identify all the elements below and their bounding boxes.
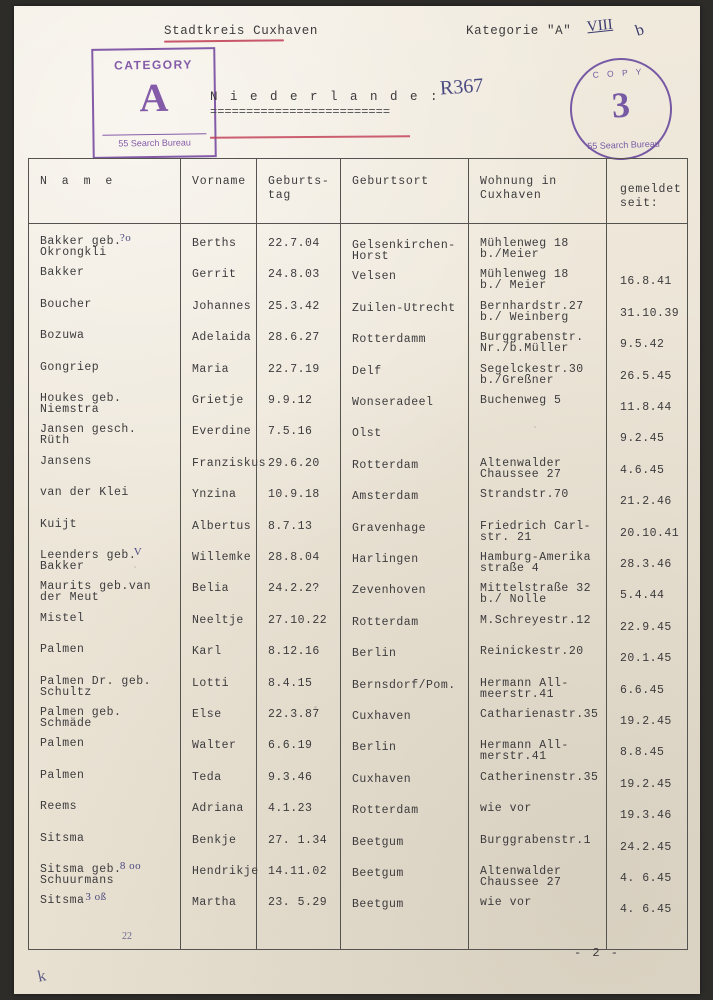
cell-birthdate: 8.7.13 <box>268 519 313 533</box>
cell-name: Jansens <box>40 454 92 468</box>
cell-birthplace-second: Horst <box>352 250 390 263</box>
cell-birthplace: Rotterdam <box>352 458 419 472</box>
cell-name: Reems <box>40 800 78 814</box>
column-header-residence-l1: Wohnung in <box>480 175 558 188</box>
cell-residence-second: str. 21 <box>480 530 532 544</box>
cell-residence: Reinickestr.20 <box>480 645 584 659</box>
cell-birthdate: 24.8.03 <box>268 268 320 282</box>
cell-birthdate: 22.3.87 <box>268 708 320 721</box>
cell-birthplace: Gravenhage <box>352 521 427 535</box>
cell-name-second: Schultz <box>40 685 92 699</box>
cell-registered-date: 19.3.46 <box>620 809 672 823</box>
cell-birthdate: 28.8.04 <box>268 551 320 564</box>
cell-birthplace: Gelsenkirchen- <box>352 239 456 252</box>
cell-birthplace: Harlingen <box>352 553 419 566</box>
cell-birthdate: 23. 5.29 <box>268 896 328 910</box>
cell-name: Palmen geb. <box>40 706 122 719</box>
cell-registered-date: 8.8.45 <box>620 746 665 760</box>
cell-name: Sitsma <box>40 831 85 845</box>
column-header-birthdate <box>268 175 330 203</box>
cell-first-name: Gerrit <box>192 268 237 282</box>
cell-birthdate: 29.6.20 <box>268 456 320 470</box>
cell-first-name: Benkje <box>192 833 237 847</box>
cell-birthdate: 27. 1.34 <box>268 833 328 847</box>
cell-birthplace: Beetgum <box>352 867 404 880</box>
cell-first-name: Hendrikje <box>192 865 259 878</box>
handwritten-reference: R367 <box>439 74 485 100</box>
cell-residence: wie vor <box>480 896 532 910</box>
cell-name-second: der Meut <box>40 591 100 605</box>
cell-registered-date: 11.8.44 <box>620 401 672 414</box>
page-number: - 2 - <box>574 946 621 960</box>
table-rule-2 <box>256 159 257 949</box>
cell-first-name: Walter <box>192 739 237 753</box>
cell-birthplace: Amsterdam <box>352 490 419 504</box>
country-underline <box>210 135 410 138</box>
cell-first-name: Ynzina <box>192 488 237 502</box>
cell-first-name: Maria <box>192 362 230 376</box>
cell-registered-date: 19.2.45 <box>620 777 672 791</box>
cell-residence: Segelckestr.30 <box>480 362 584 376</box>
cell-residence: Hermann All- <box>480 676 569 690</box>
cell-birthdate: 7.5.16 <box>268 425 313 439</box>
cell-name: Mistel <box>40 611 85 625</box>
cell-birthdate: 24.2.2? <box>268 582 320 596</box>
table-header-rule <box>28 223 688 224</box>
cell-registered-date: 26.5.45 <box>620 369 672 383</box>
category-stamp <box>91 47 217 159</box>
cell-birthplace: Beetgum <box>352 835 404 849</box>
cell-first-name: Karl <box>192 645 222 659</box>
paper-speck <box>314 706 317 709</box>
cell-residence-second: meerstr.41 <box>480 687 555 701</box>
cell-name: Leenders geb. <box>40 549 137 562</box>
cell-name: Bozuwa <box>40 329 85 343</box>
copy-stamp-bureau: 55 Search Bureau <box>587 138 660 152</box>
cell-first-name: Belia <box>192 582 230 596</box>
cell-name: Palmen <box>40 643 85 657</box>
cell-residence: Strandstr.70 <box>480 488 569 502</box>
cell-residence: Bernhardstr.27 <box>480 299 584 313</box>
cell-first-name: Teda <box>192 770 222 784</box>
cell-registered-date: 5.4.44 <box>620 589 665 603</box>
cell-residence: Buchenweg 5 <box>480 394 562 407</box>
cell-name: Sitsma geb. <box>40 863 122 876</box>
column-header-residence <box>480 175 557 203</box>
cell-name-second: Rüth <box>40 434 70 448</box>
column-header-registered-l2: seit: <box>620 197 659 210</box>
category-heading: Kategorie "A" <box>466 24 572 38</box>
cell-birthdate: 14.11.02 <box>268 865 328 878</box>
cell-birthplace: Rotterdamm <box>352 333 427 347</box>
roman-numeral-suffix-mark: b <box>633 21 647 40</box>
cell-name: Houkes geb. <box>40 392 122 405</box>
cell-registered-date: 21.2.46 <box>620 495 672 509</box>
cell-registered-date: 20.10.41 <box>620 526 680 540</box>
cell-registered-date: 6.6.45 <box>620 683 665 697</box>
cell-birthplace: Velsen <box>352 270 397 284</box>
cell-name: Palmen <box>40 737 85 751</box>
cell-birthdate: 10.9.18 <box>268 488 320 502</box>
cell-residence: Hamburg-Amerika <box>480 551 592 564</box>
cell-residence: Catharienastr.35 <box>480 708 599 721</box>
cell-birthplace: Wonseradeel <box>352 396 434 409</box>
cell-name-second: Schmäde <box>40 717 92 730</box>
cell-name: Kuijt <box>40 517 78 531</box>
cell-first-name: Grietje <box>192 394 244 407</box>
cell-residence-second: Nr./b.Müller <box>480 342 569 356</box>
cell-birthplace: Berlin <box>352 647 397 661</box>
city-heading: Stadtkreis Cuxhaven <box>164 24 318 38</box>
cell-name: Jansen gesch. <box>40 423 137 437</box>
cell-birthdate: 22.7.04 <box>268 237 320 250</box>
city-underline <box>164 39 284 42</box>
cell-birthdate: 27.10.22 <box>268 613 328 627</box>
cell-name: Palmen Dr. geb. <box>40 674 152 688</box>
country-heading-rule: ========================= <box>210 105 391 119</box>
cell-first-name: Adelaida <box>192 331 252 345</box>
cell-first-name: Franziskus <box>192 456 267 470</box>
column-header-registered-l1: gemeldet <box>620 183 682 196</box>
cell-birthdate: 22.7.19 <box>268 362 320 376</box>
cell-residence: Burggrabenstr.1 <box>480 833 592 847</box>
cell-registered-date: 22.9.45 <box>620 620 672 634</box>
cell-residence-second: straße 4 <box>480 562 540 575</box>
column-header-registered <box>620 183 682 211</box>
copy-stamp-number: 3 <box>610 84 632 126</box>
roman-numeral-mark: VIII <box>586 16 614 36</box>
cell-name-second: Niemstra <box>40 403 100 416</box>
cell-name: Bakker geb. <box>40 235 122 248</box>
category-stamp-divider <box>102 133 206 135</box>
cell-birthplace: Rotterdam <box>352 804 419 818</box>
cell-registered-date: 4. 6.45 <box>620 903 672 917</box>
paper-speck <box>534 426 536 428</box>
cell-birthplace: Berlin <box>352 741 397 755</box>
cell-birthdate: 9.9.12 <box>268 394 313 407</box>
table-rule-4 <box>468 159 469 949</box>
cell-first-name: Else <box>192 708 222 721</box>
cell-birthdate: 4.1.23 <box>268 802 313 816</box>
cell-name: Gongriep <box>40 360 100 374</box>
cell-registered-date: 16.8.41 <box>620 275 672 289</box>
margin-mark: 22 <box>122 931 132 942</box>
cell-birthdate: 28.6.27 <box>268 331 320 345</box>
column-header-vorname: Vorname <box>192 175 246 188</box>
cell-birthdate: 8.4.15 <box>268 676 313 690</box>
table-rule-1 <box>180 159 181 949</box>
cell-first-name: Everdine <box>192 425 252 439</box>
cell-residence-second: b./ Meier <box>480 279 547 293</box>
cell-name-annotation: V <box>133 546 143 558</box>
cell-registered-date: 4. 6.45 <box>620 872 672 885</box>
cell-first-name: Adriana <box>192 802 244 816</box>
cell-residence-second: b./ Nolle <box>480 593 547 607</box>
cell-name-second: Schuurmans <box>40 874 115 887</box>
table-rule-3 <box>340 159 341 949</box>
cell-residence: Burggrabenstr. <box>480 331 584 345</box>
cell-registered-date: 19.2.45 <box>620 715 672 728</box>
cell-registered-date: 24.2.45 <box>620 840 672 854</box>
column-header-residence-l2: Cuxhaven <box>480 189 542 202</box>
cell-first-name: Johannes <box>192 299 252 313</box>
records-table <box>28 158 688 950</box>
cell-birthplace: Delf <box>352 364 382 378</box>
cell-name: Boucher <box>40 297 92 311</box>
cell-first-name: Berths <box>192 237 237 250</box>
cell-residence: wie vor <box>480 802 532 816</box>
cell-residence: M.Schreyestr.12 <box>480 613 592 627</box>
cell-birthdate: 6.6.19 <box>268 739 313 753</box>
column-header-birthplace: Geburtsort <box>352 175 430 188</box>
cell-name-annotation: ?o <box>119 232 132 244</box>
cell-residence-second: merstr.41 <box>480 750 547 764</box>
cell-residence: Altenwalder <box>480 456 562 470</box>
cell-residence: Mittelstraße 32 <box>480 582 592 596</box>
cell-birthplace: Zuilen-Utrecht <box>352 301 456 315</box>
category-stamp-bureau: 55 Search Bureau <box>118 137 191 149</box>
cell-residence-second: b./Greßner <box>480 373 555 387</box>
cell-registered-date: 4.6.45 <box>620 463 665 477</box>
cell-registered-date: 28.3.46 <box>620 558 672 571</box>
table-rule-right <box>687 159 688 949</box>
cell-birthplace: Olst <box>352 427 382 441</box>
cell-first-name: Neeltje <box>192 613 244 627</box>
cell-residence: Friedrich Carl- <box>480 519 592 533</box>
copy-stamp-word: C O P Y <box>592 66 645 80</box>
cell-name-second: Okrongkli <box>40 246 107 259</box>
cell-residence: Altenwalder <box>480 865 562 878</box>
copy-stamp <box>567 55 676 164</box>
paper-speck <box>134 566 136 568</box>
cell-residence-second: Chaussee 27 <box>480 467 562 481</box>
cell-first-name: Martha <box>192 896 237 910</box>
cell-first-name: Lotti <box>192 676 230 690</box>
category-stamp-letter: A <box>139 74 169 121</box>
cell-residence: Catherinenstr.35 <box>480 770 599 784</box>
column-header-birthdate-l2: tag <box>268 189 292 202</box>
cell-residence: Mühlenweg 18 <box>480 268 569 282</box>
column-header-birthdate-l1: Geburts- <box>268 175 330 188</box>
country-heading: N i e d e r l a n d e : <box>210 90 441 104</box>
cell-name: Maurits geb.van <box>40 580 152 594</box>
table-rule-5 <box>606 159 607 949</box>
cell-name-annotation: 3 oß <box>85 891 107 904</box>
column-header-name: N a m e <box>40 175 117 188</box>
cell-registered-date: 20.1.45 <box>620 652 672 666</box>
table-rule-left <box>28 159 29 949</box>
cell-name: van der Klei <box>40 486 129 500</box>
cell-residence-second: b./ Weinberg <box>480 310 569 324</box>
category-stamp-title: CATEGORY <box>114 57 193 73</box>
document-page <box>14 6 700 994</box>
corner-mark: k <box>36 967 48 986</box>
cell-first-name: Willemke <box>192 551 252 564</box>
cell-birthplace: Cuxhaven <box>352 710 412 723</box>
cell-name: Sitsma <box>40 894 85 908</box>
cell-residence-second: b./Meier <box>480 248 540 261</box>
cell-birthplace: Beetgum <box>352 898 404 912</box>
cell-name-annotation: 8 oo <box>119 860 142 872</box>
cell-first-name: Albertus <box>192 519 252 533</box>
cell-birthdate: 25.3.42 <box>268 299 320 313</box>
cell-name-second: Bakker <box>40 560 85 573</box>
cell-registered-date: 31.10.39 <box>620 306 680 320</box>
cell-residence-second: Chaussee 27 <box>480 876 562 889</box>
cell-birthdate: 8.12.16 <box>268 645 320 659</box>
cell-birthdate: 9.3.46 <box>268 770 313 784</box>
cell-birthplace: Rotterdam <box>352 615 419 629</box>
cell-birthplace: Zevenhoven <box>352 584 427 598</box>
cell-birthplace: Bernsdorf/Pom. <box>352 678 456 692</box>
cell-registered-date: 9.2.45 <box>620 432 665 446</box>
cell-name: Palmen <box>40 768 85 782</box>
cell-residence: Mühlenweg 18 <box>480 237 569 250</box>
cell-name: Bakker <box>40 266 85 280</box>
cell-birthplace: Cuxhaven <box>352 772 412 786</box>
cell-residence: Hermann All- <box>480 739 569 753</box>
cell-registered-date: 9.5.42 <box>620 338 665 352</box>
